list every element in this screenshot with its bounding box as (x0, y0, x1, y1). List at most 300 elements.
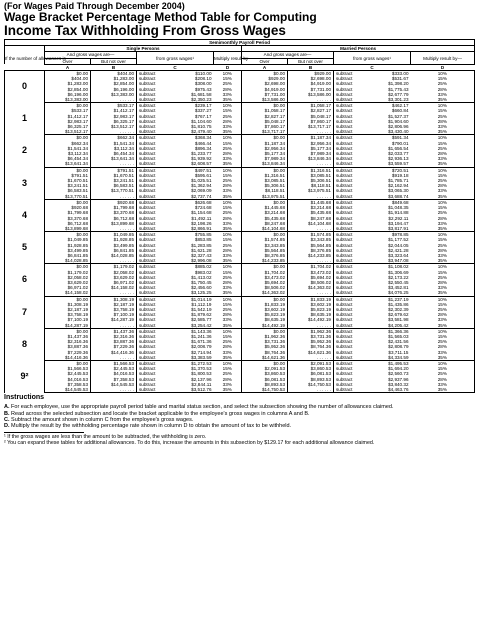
married-over: $8,893.53 (264, 381, 285, 387)
single-over: $13,383.00 (45, 97, 91, 103)
married-rate: 15% (411, 302, 475, 307)
married-subtract-amount: $591.34 (391, 135, 409, 141)
single-subtract-label: subtract (137, 103, 171, 109)
married-over: $13,586.00 (242, 97, 288, 103)
single-subtract-amount: $2,350.23 (171, 97, 214, 103)
married-subtract-label: subtract (334, 328, 368, 334)
single-not-over: $14,158.02 (91, 285, 137, 290)
single-rate: 15% (214, 334, 242, 339)
married-rate: 28% (411, 216, 475, 221)
single-over: $14,158.02 (45, 290, 91, 296)
single-rate: 28% (214, 119, 242, 124)
married-not-over: $3,214.68 (288, 205, 334, 210)
single-subtract-amount: $466.44 (194, 140, 212, 146)
married-over: $14,492.19 (242, 323, 288, 329)
married-rate: 10% (411, 360, 475, 366)
married-not-over: $14,492.19 (288, 317, 334, 322)
single-subtract-label: subtract (137, 119, 171, 124)
single-over: $2,058.02 (67, 274, 88, 280)
single-subtract-label: subtract (137, 183, 171, 188)
allowance-count: 8 (5, 328, 45, 360)
single-subtract-amount: $1,143.36 (191, 328, 212, 334)
single-rate: 10% (214, 232, 242, 238)
married-not-over: $3,085.51 (288, 173, 334, 178)
married-rate: 33% (411, 253, 475, 258)
single-subtract-amount: $1,112.19 (191, 301, 212, 307)
married-subtract-label: subtract (334, 103, 368, 109)
married-not-over: $1,704.02 (288, 264, 334, 270)
married-subtract-label: subtract (334, 173, 368, 178)
single-rate: 28% (214, 312, 242, 317)
married-subtract-label: subtract (334, 161, 368, 167)
col-letter-a: A (45, 64, 91, 70)
single-rate: 15% (214, 205, 242, 210)
single-not-over: $1,541.34 (91, 141, 137, 146)
single-not-over: $1,670.51 (91, 173, 137, 178)
married-not-over: . . . . . . (288, 194, 334, 200)
single-rate: 28% (214, 151, 242, 156)
married-subtract-amount: $462.17 (391, 103, 409, 109)
col-letter-b: B (91, 64, 137, 70)
single-subtract-label: subtract (137, 355, 171, 361)
married-not-over: $13,975.51 (288, 188, 334, 193)
single-rate: 28% (214, 377, 242, 382)
single-rate: 33% (214, 156, 242, 161)
married-subtract-amount: $333.00 (391, 71, 409, 77)
married-over: $5,306.51 (264, 183, 285, 189)
col-letter-b-married: B (288, 64, 334, 70)
single-subtract-amount: $1,154.68 (191, 210, 212, 216)
single-over: $2,187.19 (67, 306, 88, 312)
single-rate: 28% (214, 216, 242, 221)
single-over: $2,445.53 (67, 371, 88, 377)
table-row (5, 387, 475, 393)
single-not-over: $791.51 (91, 167, 137, 173)
single-over: $3,241.51 (67, 183, 88, 189)
single-subtract-amount: $337.27 (194, 108, 212, 114)
single-over: $6,971.02 (67, 285, 88, 291)
allowance-count: 4 (5, 199, 45, 231)
single-subtract-label: subtract (137, 232, 171, 238)
married-rate: 28% (411, 119, 475, 124)
single-not-over: $2,187.19 (91, 302, 137, 307)
single-not-over: $14,028.85 (91, 253, 137, 258)
married-subtract-amount: $2,421.28 (388, 247, 409, 253)
single-subtract-amount: $626.68 (194, 199, 212, 205)
single-over: $791.51 (71, 172, 88, 178)
single-subtract-amount: $2,456.60 (191, 285, 212, 291)
married-rate: 10% (411, 296, 475, 302)
single-rate: 15% (214, 237, 242, 242)
married-not-over: $1,833.19 (288, 296, 334, 302)
married-not-over: . . . . . . (288, 290, 334, 296)
single-rate: 10% (214, 360, 242, 366)
single-not-over: $404.00 (91, 71, 137, 77)
single-not-over: $2,983.17 (91, 114, 137, 119)
married-subtract-label: subtract (334, 92, 368, 97)
instruction-b-text: Read across the selected subsection and locate the bracket applicable to the employee's gross wages in columns A and B. (9, 410, 310, 417)
single-subtract-amount: $1,810.75 (191, 124, 212, 130)
single-subtract-amount: $2,608.57 (171, 161, 214, 167)
married-over: $8,764.36 (264, 349, 285, 355)
single-rate: 15% (214, 141, 242, 146)
single-over: $0.00 (76, 103, 88, 109)
allowance-count: 2 (5, 135, 45, 167)
married-persons-heading: Married Persons (242, 46, 475, 52)
instruction-c-lead: C. (4, 417, 10, 424)
married-subtract-amount: $790.01 (391, 140, 409, 146)
married-rate: 35% (411, 323, 475, 329)
married-rate: 28% (411, 377, 475, 382)
single-subtract-label: subtract (137, 334, 171, 339)
married-subtract-label: subtract (334, 258, 368, 264)
single-subtract-amount: $1,542.19 (191, 306, 212, 312)
single-subtract-amount: $755.85 (194, 232, 212, 238)
married-over: $14,621.36 (242, 355, 288, 361)
allowance-count: 6 (5, 264, 45, 296)
single-subtract-amount: $1,621.28 (191, 247, 212, 253)
single-not-over: . . . . . . (91, 226, 137, 232)
married-over: $14,233.85 (242, 258, 288, 264)
married-subtract-label: subtract (334, 237, 368, 242)
married-subtract-label: subtract (334, 167, 368, 173)
single-over: $0.00 (76, 199, 88, 205)
single-not-over: $2,316.36 (91, 334, 137, 339)
married-subtract-label: subtract (334, 323, 368, 329)
married-over: $5,823.19 (264, 312, 285, 318)
instruction-d-lead: D. (4, 423, 10, 430)
married-subtract-label: subtract (334, 350, 368, 355)
married-rate: 35% (411, 97, 475, 103)
single-subtract-label: subtract (137, 205, 171, 210)
married-subtract-amount: $978.85 (391, 232, 409, 238)
married-subtract-label: subtract (334, 135, 368, 141)
married-rate: 10% (411, 199, 475, 205)
married-from-gross-heading: from gross wages¹ (334, 52, 411, 64)
married-not-over: $3,860.53 (288, 366, 334, 371)
married-rate: 35% (411, 194, 475, 200)
single-subtract-amount: $1,014.19 (191, 296, 212, 302)
married-subtract-amount: $2,033.77 (388, 151, 409, 157)
married-rate: 35% (411, 355, 475, 361)
married-subtract-label: subtract (334, 216, 368, 221)
married-subtract-label: subtract (334, 317, 368, 322)
married-not-over: $13,586.00 (288, 92, 334, 97)
married-subtract-label: subtract (334, 108, 368, 113)
married-rate: 15% (411, 173, 475, 178)
married-not-over: $14,233.85 (288, 253, 334, 258)
single-subtract-amount: $1,272.53 (191, 360, 212, 366)
single-subtract-label: subtract (137, 71, 171, 77)
single-subtract-label: subtract (137, 161, 171, 167)
single-rate: 33% (214, 92, 242, 97)
married-subtract-amount: $3,947.08 (368, 258, 411, 264)
married-over: $5,564.85 (264, 247, 285, 253)
married-subtract-amount: $1,904.60 (388, 118, 409, 124)
single-subtract-label: subtract (137, 328, 171, 334)
single-subtract-amount: $368.34 (194, 135, 212, 141)
single-not-over: . . . . . . (91, 161, 137, 167)
single-rate: 33% (214, 350, 242, 355)
single-over: $14,416.36 (45, 355, 91, 361)
single-not-over: $3,887.36 (91, 339, 137, 344)
married-not-over: $7,860.17 (288, 119, 334, 124)
married-over: $3,085.51 (264, 178, 285, 184)
single-not-over: $7,100.19 (91, 312, 137, 317)
single-over: $13,770.51 (45, 194, 91, 200)
instruction-a-text: For each employee, use the appropriate payroll period table and marital status section, and select the subsection showing the number of allowances claimed. (9, 404, 394, 411)
married-rate: 10% (411, 264, 475, 270)
single-not-over: $1,308.19 (91, 296, 137, 302)
single-subtract-label: subtract (137, 178, 171, 183)
married-not-over: $7,731.00 (288, 87, 334, 92)
married-rate: 35% (411, 226, 475, 232)
single-not-over: $1,283.00 (91, 76, 137, 81)
married-subtract-label: subtract (334, 119, 368, 124)
single-subtract-label: subtract (137, 81, 171, 86)
single-subtract-label: subtract (137, 216, 171, 221)
married-subtract-amount: $1,306.69 (388, 269, 409, 275)
married-not-over: $1,445.68 (288, 199, 334, 205)
single-over: $533.17 (71, 108, 88, 114)
allowance-count: 3 (5, 167, 45, 199)
single-over: $13,512.17 (45, 129, 91, 135)
single-over: $3,499.85 (67, 247, 88, 253)
married-not-over: $8,376.85 (288, 248, 334, 253)
single-rate: 33% (214, 317, 242, 322)
married-rate: 25% (411, 210, 475, 215)
married-not-over: $13,846.34 (288, 156, 334, 161)
single-subtract-amount: $497.51 (194, 167, 212, 173)
married-rate: 35% (411, 258, 475, 264)
married-subtract-amount: $3,817.91 (368, 226, 411, 232)
married-subtract-label: subtract (334, 371, 368, 376)
married-over: $8,376.85 (264, 252, 285, 258)
single-rate: 28% (214, 87, 242, 92)
single-rate: 25% (214, 114, 242, 119)
single-over: $404.00 (71, 76, 88, 82)
married-subtract-label: subtract (334, 302, 368, 307)
single-subtract-amount: $2,714.94 (191, 349, 212, 355)
single-over: $7,229.36 (67, 349, 88, 355)
married-over: $7,860.17 (264, 124, 285, 130)
single-subtract-label: subtract (137, 280, 171, 285)
married-over: $6,081.53 (264, 376, 285, 382)
married-rate: 15% (411, 108, 475, 113)
single-not-over: $1,179.02 (91, 264, 137, 270)
single-subtract-label: subtract (137, 323, 171, 329)
single-over: $4,016.53 (67, 376, 88, 382)
single-subtract-label: subtract (137, 76, 171, 81)
married-not-over: $1,962.36 (288, 328, 334, 334)
single-subtract-amount: $2,137.96 (191, 376, 212, 382)
single-subtract-amount: $1,681.58 (191, 91, 212, 97)
single-subtract-label: subtract (137, 290, 171, 296)
single-rate: 35% (214, 258, 242, 264)
married-not-over: $8,118.51 (288, 183, 334, 188)
married-rate: 33% (411, 188, 475, 193)
married-subtract-label: subtract (334, 275, 368, 280)
married-rate: 35% (411, 129, 475, 135)
single-subtract-label: subtract (137, 253, 171, 258)
married-subtract-label: subtract (334, 344, 368, 349)
married-over: $7,731.00 (264, 91, 285, 97)
married-subtract-label: subtract (334, 146, 368, 151)
married-rate: 28% (411, 344, 475, 349)
single-over: $6,454.34 (67, 156, 88, 162)
single-rate: 28% (214, 280, 242, 285)
single-subtract-amount: $1,370.53 (191, 366, 212, 372)
married-subtract-label: subtract (334, 312, 368, 317)
single-over: $0.00 (76, 264, 88, 270)
instructions-body (4, 404, 474, 446)
married-subtract-label: subtract (334, 253, 368, 258)
married-subtract-label: subtract (334, 97, 368, 103)
single-rate: 25% (214, 371, 242, 376)
married-subtract-amount: $1,495.53 (388, 360, 409, 366)
single-rate: 35% (214, 129, 242, 135)
single-subtract-label: subtract (137, 248, 171, 253)
married-not-over: $3,343.85 (288, 237, 334, 242)
footnote-1: ¹ If the gross wages are less than the amount to be subtracted, the withholding is zero. (4, 433, 207, 440)
single-rate: 25% (214, 275, 242, 280)
married-over: $3,214.68 (264, 210, 285, 216)
footnote-2: ² You can expand these tables for additional allowances. To do this, increase the amounts in this subsection by $129.17 for each additional allowance claimed. (4, 439, 375, 446)
married-not-over: $14,104.68 (288, 221, 334, 226)
married-over: $929.00 (268, 76, 285, 82)
married-subtract-amount: $2,560.73 (388, 371, 409, 377)
single-over: $1,566.53 (67, 366, 88, 372)
married-subtract-label: subtract (334, 382, 368, 387)
married-rate: 28% (411, 248, 475, 253)
married-rate: 28% (411, 280, 475, 285)
single-subtract-amount: $1,800.53 (191, 371, 212, 377)
married-over: $13,717.17 (242, 129, 288, 135)
single-rate: 35% (214, 226, 242, 232)
married-not-over: $5,952.36 (288, 339, 334, 344)
married-subtract-amount: $2,431.56 (388, 339, 409, 345)
withholding-table (4, 39, 475, 393)
single-not-over: $2,058.02 (91, 270, 137, 275)
single-rate: 25% (214, 81, 242, 86)
married-not-over: $14,621.36 (288, 350, 334, 355)
single-subtract-amount: $1,492.11 (191, 215, 212, 221)
married-subtract-amount: $3,452.81 (388, 285, 409, 291)
married-not-over: $8,764.36 (288, 344, 334, 349)
single-subtract-amount: $110.00 (195, 71, 212, 77)
single-subtract-label: subtract (137, 339, 171, 344)
single-rate: 25% (214, 178, 242, 183)
married-subtract-amount: $1,775.43 (388, 86, 409, 92)
married-rate: 15% (411, 334, 475, 339)
married-rate: 33% (411, 382, 475, 387)
married-subtract-label: subtract (334, 199, 368, 205)
single-over: $0.00 (76, 296, 88, 302)
married-rate: 33% (411, 317, 475, 322)
married-rate: 10% (411, 328, 475, 334)
married-over: $5,694.02 (264, 279, 285, 285)
married-subtract-amount: $4,334.59 (368, 355, 411, 361)
married-subtract-label: subtract (334, 156, 368, 161)
married-rate: 15% (411, 76, 475, 81)
single-subtract-label: subtract (137, 124, 171, 129)
single-not-over: $3,241.51 (91, 178, 137, 183)
single-not-over: $13,641.34 (91, 156, 137, 161)
single-subtract-label: subtract (137, 108, 171, 113)
single-not-over: $1,799.68 (91, 205, 137, 210)
single-subtract-label: subtract (137, 146, 171, 151)
single-subtract-amount: $1,283.85 (191, 242, 212, 248)
married-subtract-amount: $660.84 (391, 108, 409, 114)
married-rate: 33% (411, 221, 475, 226)
married-rate: 25% (411, 243, 475, 248)
married-subtract-label: subtract (334, 129, 368, 135)
single-subtract-amount: $595.61 (194, 172, 212, 178)
single-rate: 10% (214, 328, 242, 334)
single-not-over: $6,712.68 (91, 216, 137, 221)
married-rate: 25% (411, 146, 475, 151)
single-rate: 33% (214, 124, 242, 129)
married-over: $0.00 (273, 167, 285, 173)
single-subtract-label: subtract (137, 264, 171, 270)
married-not-over: $1,316.51 (288, 167, 334, 173)
single-subtract-amount: $1,879.62 (191, 312, 212, 318)
married-over: $0.00 (273, 360, 285, 366)
single-rate: 33% (214, 285, 242, 290)
single-not-over: $6,971.02 (91, 280, 137, 285)
married-subtract-label: subtract (334, 280, 368, 285)
married-rate: 35% (411, 290, 475, 296)
married-subtract-label: subtract (334, 81, 368, 86)
single-subtract-amount: $2,844.11 (191, 381, 212, 387)
single-over: $662.34 (71, 140, 88, 146)
married-not-over: $8,247.68 (288, 216, 334, 221)
single-subtract-amount: $724.68 (194, 205, 212, 211)
single-subtract-amount: $2,008.79 (191, 344, 212, 350)
single-not-over: $1,566.53 (91, 360, 137, 366)
single-gross-range-heading: And gross wages are— (45, 52, 137, 58)
single-subtract-label: subtract (137, 366, 171, 371)
married-subtract-amount: $849.68 (391, 199, 409, 205)
married-subtract-label: subtract (334, 264, 368, 270)
single-over: $6,325.17 (67, 124, 88, 130)
married-over: $0.00 (273, 264, 285, 270)
married-subtract-label: subtract (334, 87, 368, 92)
document (4, 1, 474, 446)
married-not-over: $8,635.19 (288, 312, 334, 317)
married-over: $0.00 (273, 296, 285, 302)
single-over: $7,358.53 (67, 381, 88, 387)
married-rate: 25% (411, 339, 475, 344)
single-multiply-heading: Multiply result by— (214, 52, 242, 64)
allowance-count: 1 (5, 103, 45, 135)
single-not-over: $3,758.19 (91, 307, 137, 312)
married-subtract-label: subtract (334, 290, 368, 296)
single-subtract-label: subtract (137, 302, 171, 307)
single-rate: 35% (214, 97, 242, 103)
single-over: $3,758.19 (67, 312, 88, 318)
married-over: $2,956.34 (264, 145, 285, 151)
single-subtract-label: subtract (137, 226, 171, 232)
married-over: $0.00 (273, 103, 285, 109)
allowance-count: 7 (5, 296, 45, 328)
married-over: $13,846.34 (242, 161, 288, 167)
single-subtract-label: subtract (137, 141, 171, 146)
married-rate: 33% (411, 124, 475, 129)
single-over: $13,641.34 (45, 161, 91, 167)
single-subtract-amount: $1,671.36 (191, 339, 212, 345)
married-rate: 10% (411, 103, 475, 109)
